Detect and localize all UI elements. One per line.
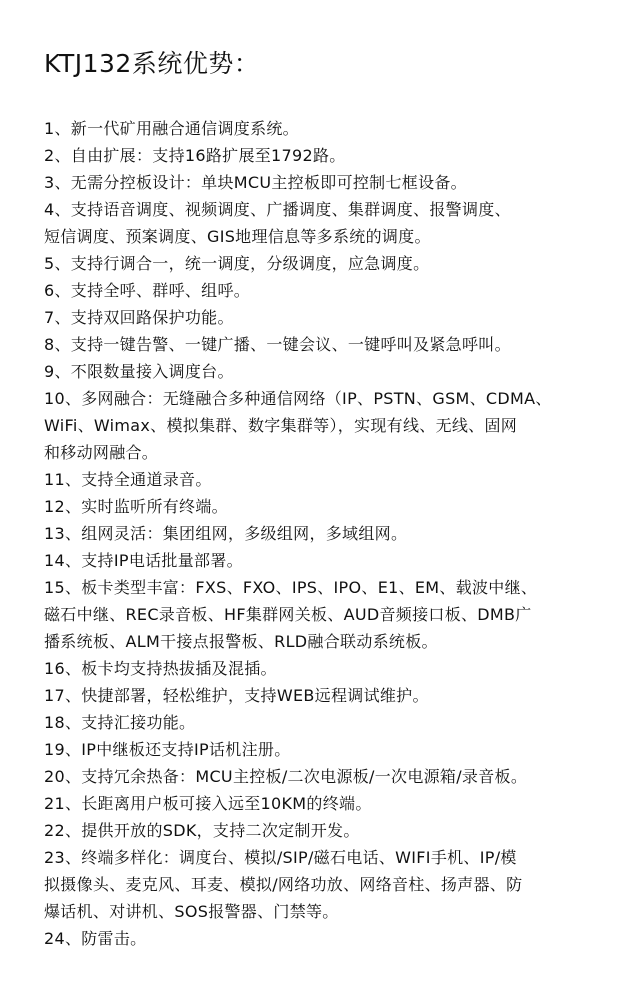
- feature-item-line: 23、终端多样化：调度台、模拟/SIP/磁石电话、WIFI手机、IP/模: [44, 848, 517, 867]
- feature-item-line: 21、长距离用户板可接入远至10KM的终端。: [44, 794, 372, 813]
- feature-item-line: 2、自由扩展：支持16路扩展至1792路。: [44, 146, 346, 165]
- feature-item-line: 7、支持双回路保护功能。: [44, 308, 234, 327]
- feature-item: [44, 196, 624, 250]
- feature-item-line: 播系统板、ALM干接点报警板、RLD融合联动系统板。: [44, 632, 438, 651]
- feature-item-line: 和移动网融合。: [44, 443, 159, 462]
- feature-item: [44, 736, 624, 763]
- feature-item-line: 11、支持全通道录音。: [44, 470, 212, 489]
- feature-item-line: 3、无需分控板设计：单块MCU主控板即可控制七框设备。: [44, 173, 467, 192]
- feature-item: [44, 304, 624, 331]
- feature-item-line: 磁石中继、REC录音板、HF集群网关板、AUD音频接口板、DMB广: [44, 605, 532, 624]
- feature-item: [44, 493, 624, 520]
- feature-item-line: 24、防雷击。: [44, 929, 147, 948]
- feature-item-line: 6、支持全呼、群呼、组呼。: [44, 281, 251, 300]
- feature-item-line: 4、支持语音调度、视频调度、广播调度、集群调度、报警调度、: [44, 200, 511, 219]
- feature-item: [44, 655, 624, 682]
- feature-item-line: 22、提供开放的SDK，支持二次定制开发。: [44, 821, 360, 840]
- feature-item: [44, 682, 624, 709]
- feature-item: [44, 250, 624, 277]
- feature-item: [44, 790, 624, 817]
- feature-item: [44, 169, 624, 196]
- feature-item: [44, 331, 624, 358]
- page-title: KTJ132系统优势：: [44, 49, 260, 78]
- feature-item: [44, 142, 624, 169]
- feature-item-line: 14、支持IP电话批量部署。: [44, 551, 243, 570]
- feature-item-line: WiFi、Wimax、模拟集群、数字集群等），实现有线、无线、固网: [44, 416, 518, 435]
- feature-item-line: 19、IP中继板还支持IP话机注册。: [44, 740, 291, 759]
- feature-item: [44, 277, 624, 304]
- feature-list: [44, 115, 624, 952]
- feature-item: [44, 358, 624, 385]
- feature-item-line: 18、支持汇接功能。: [44, 713, 196, 732]
- feature-item-line: 爆话机、对讲机、SOS报警器、门禁等。: [44, 902, 339, 921]
- feature-item-line: 9、不限数量接入调度台。: [44, 362, 234, 381]
- feature-item-line: 12、实时监听所有终端。: [44, 497, 228, 516]
- feature-item-line: 短信调度、预案调度、GIS地理信息等多系统的调度。: [44, 227, 431, 246]
- feature-item: [44, 115, 624, 142]
- feature-item: [44, 925, 624, 952]
- feature-item-line: 17、快捷部署，轻松维护，支持WEB远程调试维护。: [44, 686, 429, 705]
- feature-item: [44, 385, 624, 466]
- feature-item: [44, 709, 624, 736]
- feature-item-line: 10、多网融合：无缝融合多种通信网络（IP、PSTN、GSM、CDMA、: [44, 389, 552, 408]
- feature-item: [44, 844, 624, 925]
- feature-item-line: 16、板卡均支持热拔插及混插。: [44, 659, 277, 678]
- feature-item-line: 1、新一代矿用融合通信调度系统。: [44, 119, 299, 138]
- feature-item-line: 20、支持冗余热备：MCU主控板/二次电源板/一次电源箱/录音板。: [44, 767, 528, 786]
- feature-item-line: 15、板卡类型丰富：FXS、FXO、IPS、IPO、E1、EM、载波中继、: [44, 578, 538, 597]
- feature-item: [44, 520, 624, 547]
- feature-item-line: 8、支持一键告警、一键广播、一键会议、一键呼叫及紧急呼叫。: [44, 335, 511, 354]
- feature-item-line: 5、支持行调合一，统一调度，分级调度，应急调度。: [44, 254, 430, 273]
- feature-item: [44, 574, 624, 655]
- feature-item: [44, 763, 624, 790]
- feature-item: [44, 817, 624, 844]
- feature-item: [44, 547, 624, 574]
- feature-item-line: 拟摄像头、麦克风、耳麦、模拟/网络功放、网络音柱、扬声器、防: [44, 875, 523, 894]
- feature-item: [44, 466, 624, 493]
- feature-item-line: 13、组网灵活：集团组网，多级组网，多域组网。: [44, 524, 408, 543]
